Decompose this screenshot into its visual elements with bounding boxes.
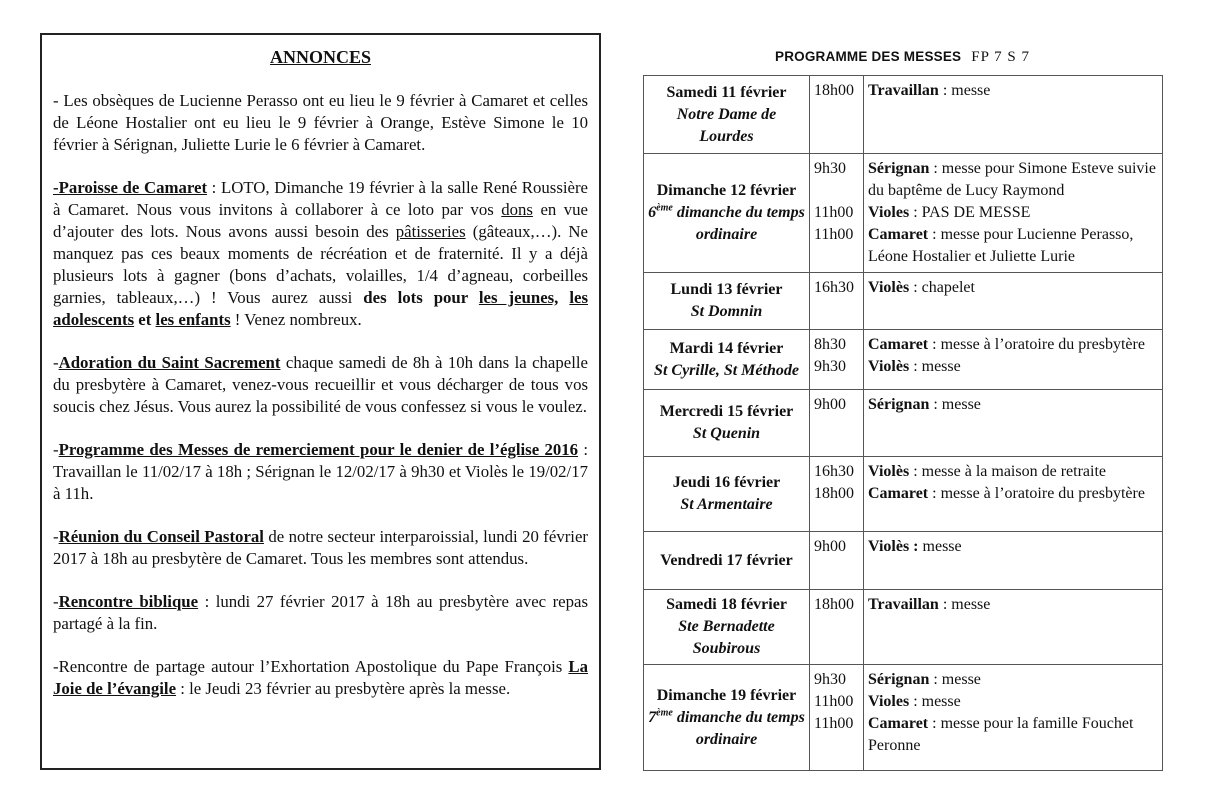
text-run: 6: [648, 204, 657, 221]
time-cell: [810, 665, 864, 771]
feast-subtitle: [648, 202, 805, 246]
detail-cell: [864, 532, 1163, 590]
date-cell: [644, 457, 810, 532]
text-run: Travaillan: [868, 596, 939, 613]
announcement-paragraph: [53, 90, 588, 156]
time-text: 9h30: [814, 160, 846, 177]
time-cell: [810, 273, 864, 330]
text-run: St Cyrille, St Méthode: [654, 361, 799, 379]
table-row: [644, 76, 1163, 154]
text-run: des lots pour: [363, 288, 479, 307]
text-run: pâtisseries: [395, 222, 466, 241]
feast-subtitle: [648, 616, 805, 660]
text-run: : le Jeudi 23 février au presbytère après la messe.: [176, 679, 511, 698]
date-text: Samedi 18 février: [666, 596, 787, 613]
text-run: ème: [656, 707, 673, 719]
announcement-paragraph: [53, 352, 588, 418]
table-row: [644, 273, 1163, 330]
messes-table-body: [644, 76, 1163, 771]
text-run: de notre secteur interparoissial, lundi 20 février 2017 à 18h au presbytère de Camaret. Tous les membres sont attendus.: [53, 527, 588, 568]
date-cell: [644, 330, 810, 390]
text-run: ème: [656, 202, 673, 214]
programme-ref: FP 7 S 7: [971, 49, 1030, 65]
date-cell: [644, 390, 810, 457]
detail-cell: [864, 273, 1163, 330]
text-run: Sérignan: [868, 160, 930, 177]
time-cell: [810, 76, 864, 154]
text-run: les adolescents: [53, 288, 588, 329]
text-run: Camaret: [868, 336, 929, 353]
time-cell: [810, 154, 864, 273]
text-run: Violes: [868, 204, 910, 221]
feast-subtitle: [648, 494, 805, 516]
mass-detail-line: [868, 536, 1158, 558]
text-run: messe: [918, 538, 962, 555]
text-run: en vue d’ajouter des lots. Nous avons aussi besoin des: [53, 200, 589, 241]
text-run: les jeunes,: [478, 288, 559, 307]
time-text: 18h00: [814, 596, 854, 613]
text-run: : messe: [938, 82, 991, 99]
table-row: [644, 532, 1163, 590]
text-run: Sérignan: [868, 396, 930, 413]
mass-detail-line: [868, 202, 1158, 224]
text-run: : LOTO, Dimanche 19 février à la salle René Roussière à Camaret. Nous vous invitons à collaborer à ce loto par vos: [53, 178, 588, 219]
time-text: 11h00: [814, 204, 854, 221]
date-text: Vendredi 17 février: [660, 551, 793, 569]
mass-detail-line: [868, 356, 1158, 378]
mass-detail-line: [868, 277, 1158, 299]
mass-detail-line: [868, 158, 1158, 202]
date-text: Dimanche 12 février: [656, 182, 797, 199]
mass-detail-line: [868, 669, 1158, 691]
mass-detail-line: [868, 713, 1158, 757]
text-run: dimanche du temps ordinaire: [672, 708, 805, 748]
date-cell: [644, 273, 810, 330]
announcement-paragraph: [53, 177, 588, 331]
text-run: Camaret: [868, 715, 929, 732]
text-run: St Armentaire: [680, 496, 773, 513]
text-run: St Domnin: [690, 303, 763, 320]
text-run: -: [53, 527, 59, 546]
text-run: les enfants: [155, 310, 231, 329]
annonces-title: ANNONCES: [269, 47, 371, 67]
time-text: 9h00: [814, 396, 846, 413]
table-row: [644, 590, 1163, 665]
programme-title-text: PROGRAMME DES MESSES: [774, 49, 962, 64]
text-run: : messe: [929, 671, 981, 688]
text-run: Programme des Messes de remerciement pour le denier de l’église 2016: [58, 440, 579, 459]
feast-subtitle: [648, 301, 805, 323]
text-run: Sérignan: [868, 671, 930, 688]
text-run: Violès: [868, 463, 910, 480]
date-text: Jeudi 16 février: [672, 474, 781, 491]
date-text: Samedi 11 février: [666, 83, 787, 101]
date-cell: [644, 76, 810, 154]
time-text: 18h00: [814, 82, 854, 99]
detail-cell: [864, 76, 1163, 154]
table-row: [644, 390, 1163, 457]
date-cell: [644, 532, 810, 590]
detail-cell: [864, 665, 1163, 771]
annonces-box: [40, 33, 601, 770]
text-run: Réunion du Conseil Pastoral: [58, 527, 264, 546]
text-run: dons: [501, 200, 533, 219]
table-row: [644, 665, 1163, 771]
text-run: : lundi 27 février 2017 à 18h au presbytère avec repas partagé à la fin.: [53, 592, 588, 633]
time-text: 9h30: [814, 671, 846, 688]
detail-cell: [864, 457, 1163, 532]
time-cell: [810, 590, 864, 665]
text-run: et: [134, 310, 156, 329]
text-run: : messe à l’oratoire du presbytère: [928, 336, 1145, 353]
announcement-paragraph: [53, 591, 588, 635]
text-run: - Les obsèques de Lucienne Perasso ont eu lieu le 9 février à Camaret et celles de Léone Hostalier ont eu lieu le 9 février à Orange, Estève Simone le 10 février à Sérignan, Juliette Lurie le 6 février à Camaret.: [53, 91, 588, 154]
text-run: -: [53, 592, 59, 611]
text-run: Adoration du Saint Sacrement: [58, 353, 281, 372]
text-run: dimanche du temps ordinaire: [672, 204, 805, 243]
text-run: Ste Bernadette Soubirous: [678, 618, 775, 657]
detail-cell: [864, 154, 1163, 273]
text-run: : messe: [909, 358, 961, 375]
time-text: 11h00: [814, 693, 854, 710]
table-row: [644, 457, 1163, 532]
mass-detail-line: [868, 224, 1158, 268]
mass-detail-line: [868, 394, 1158, 416]
mass-detail-line: [868, 461, 1158, 483]
time-text: 8h30: [814, 336, 846, 353]
mass-detail-line: [868, 691, 1158, 713]
text-run: Violes: [868, 693, 910, 710]
text-run: Travaillan: [868, 82, 939, 99]
detail-cell: [864, 330, 1163, 390]
text-run: : Travaillan le 11/02/17 à 18h ; Sérignan le 12/02/17 à 9h30 et Violès le 19/02/17 à 11h.: [53, 440, 589, 503]
time-text: 16h30: [814, 463, 854, 480]
text-run: : messe pour Lucienne Perasso, Léone Hostalier et Juliette Lurie: [868, 226, 1134, 265]
text-run: La Joie de l’évangile: [53, 657, 588, 698]
text-run: Violès: [868, 279, 910, 296]
text-run: : PAS DE MESSE: [909, 204, 1031, 221]
date-text: Mardi 14 février: [669, 339, 784, 357]
mass-detail-line: [868, 483, 1158, 505]
announcement-paragraph: [53, 656, 588, 700]
table-row: [644, 154, 1163, 273]
programme-title: [643, 49, 1162, 66]
time-text: [814, 180, 859, 202]
text-run: : messe: [909, 693, 961, 710]
time-text: 11h00: [814, 715, 854, 732]
time-text: 16h30: [814, 279, 854, 296]
time-cell: [810, 390, 864, 457]
date-cell: [644, 665, 810, 771]
date-cell: [644, 590, 810, 665]
annonces-paragraphs: [53, 90, 588, 700]
mass-detail-line: [868, 594, 1158, 616]
announcement-paragraph: [53, 439, 588, 505]
time-cell: [810, 532, 864, 590]
text-run: -: [53, 440, 59, 459]
mass-detail-line: [868, 334, 1158, 356]
time-text: 11h00: [814, 226, 854, 243]
feast-subtitle: [648, 423, 805, 445]
feast-subtitle: [648, 707, 805, 751]
text-run: ! Venez nombreux.: [230, 310, 362, 329]
time-text: 9h30: [814, 358, 846, 375]
time-cell: [810, 330, 864, 390]
text-run: -Rencontre de partage autour l’Exhortation Apostolique du Pape François: [53, 657, 569, 676]
text-run: Notre Dame de Lourdes: [676, 105, 777, 145]
detail-cell: [864, 590, 1163, 665]
date-cell: [644, 154, 810, 273]
text-run: 7: [648, 708, 657, 726]
text-run: Violès :: [868, 538, 919, 555]
table-row: [644, 330, 1163, 390]
detail-cell: [864, 390, 1163, 457]
mass-detail-line: [868, 80, 1158, 102]
text-run: Violès: [868, 358, 910, 375]
text-run: : messe: [938, 596, 991, 613]
messes-table: [643, 75, 1163, 771]
text-run: chaque samedi de 8h à 10h dans la chapelle du presbytère à Camaret, venez-vous recueillir et vous décharger de tous vos soucis chez Jésus. Vous aurez la possibilité de vous confessez si vous le voulez.: [53, 353, 588, 416]
announcement-paragraph: [53, 526, 588, 570]
text-run: Camaret: [868, 485, 929, 502]
date-text: Dimanche 19 février: [656, 686, 797, 704]
feast-subtitle: [648, 360, 805, 382]
feast-subtitle: [648, 104, 805, 148]
text-run: Camaret: [868, 226, 929, 243]
text-run: -Paroisse de Camaret: [53, 178, 208, 197]
date-text: Mercredi 15 février: [659, 403, 794, 420]
text-run: [558, 288, 569, 307]
time-text: 9h00: [814, 538, 846, 555]
time-text: 18h00: [814, 485, 854, 502]
text-run: (gâteaux,…). Ne manquez pas ces beaux moments de récréation et de fraternité. Il y a déjà plusieurs lots à gagner (bons d’achats, volailles, 1/4 d’agneau, corbeilles garnies, tableaux,…) ! Vous aurez aussi: [53, 222, 588, 307]
text-run: : messe: [929, 396, 981, 413]
text-run: St Quenin: [692, 425, 761, 442]
time-cell: [810, 457, 864, 532]
text-run: : messe pour Simone Esteve suivie du baptême de Lucy Raymond: [868, 160, 1156, 199]
text-run: : messe à la maison de retraite: [909, 463, 1106, 480]
date-text: Lundi 13 février: [670, 281, 783, 298]
text-run: -: [53, 353, 59, 372]
text-run: : messe à l’oratoire du presbytère: [928, 485, 1145, 502]
text-run: : messe pour la famille Fouchet Peronne: [868, 715, 1134, 754]
text-run: : chapelet: [909, 279, 975, 296]
text-run: Rencontre biblique: [58, 592, 199, 611]
